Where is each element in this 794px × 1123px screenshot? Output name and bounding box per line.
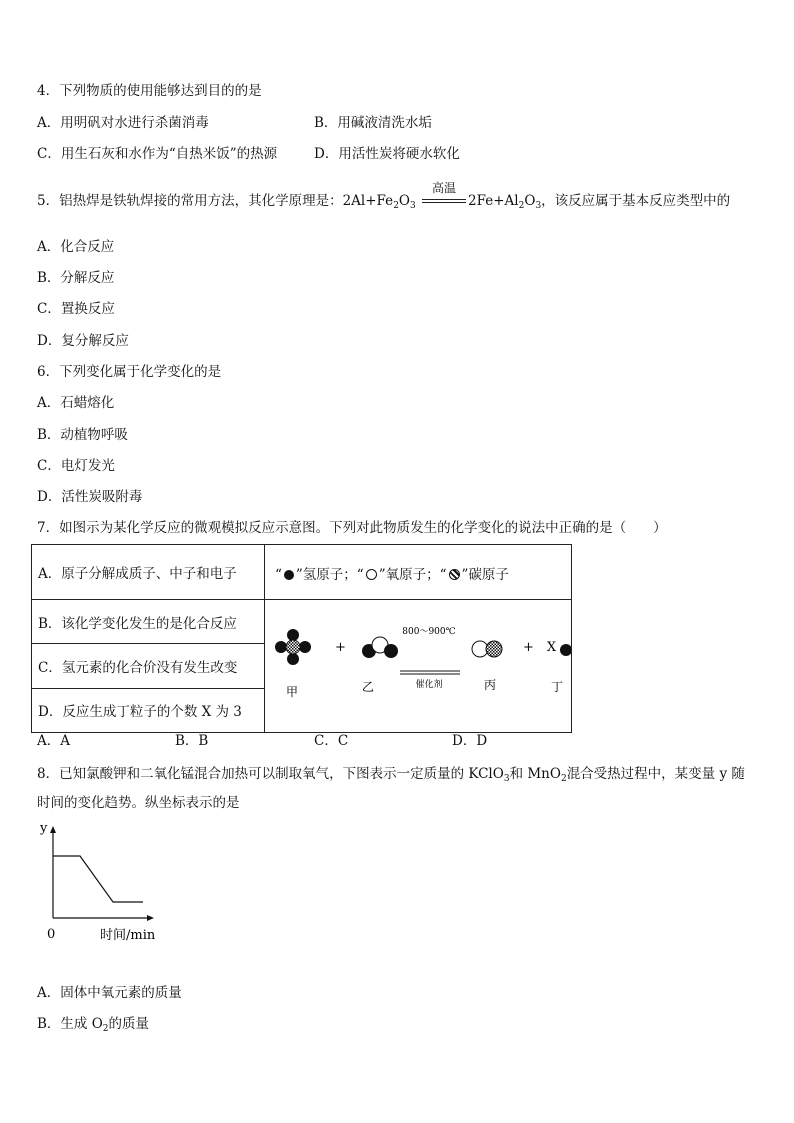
q5-option-a: A．化合反应 <box>37 239 115 255</box>
q8-option-a: A．固体中氧元素的质量 <box>37 985 182 1001</box>
legend-oxygen: ”氧原子；“ <box>378 567 447 583</box>
diagram-condition-top: 800～900℃ <box>402 627 456 637</box>
reaction-condition: 高温 <box>432 181 457 195</box>
q6-option-c: C．电灯发光 <box>37 458 115 474</box>
q4-option-b: B．用碱液清洗水垢 <box>314 115 432 131</box>
q5-option-b: B．分解反应 <box>37 270 115 286</box>
q5-product-mid: O <box>524 193 536 209</box>
q6-option-b: B．动植物呼吸 <box>37 427 128 443</box>
q5-stem-pre: 5．铝热焊是铁轨焊接的常用方法，其化学原理是：2Al+Fe <box>37 193 394 209</box>
q8-stem-mid: 和 MnO <box>509 766 561 782</box>
plus-sign-1: + <box>335 640 346 655</box>
diagram-condition-bottom: 催化剂 <box>415 680 443 690</box>
q7-answer-b: B．B <box>175 733 209 749</box>
q8-graph <box>30 818 170 948</box>
q7-answer-a: A．A <box>37 733 70 749</box>
q7-answer-d: D．D <box>452 733 488 749</box>
hydrogen-atom-icon <box>284 570 294 580</box>
label-ding: 丁 <box>551 680 564 694</box>
q4-stem: 4．下列物质的使用能够达到目的的是 <box>37 83 262 99</box>
q5-sub-a: 2 <box>393 201 399 211</box>
x-axis-arrow-icon <box>147 915 154 921</box>
q5-mid-a: O <box>398 193 410 209</box>
molecule-ding <box>560 644 571 656</box>
q5-sub-b: 3 <box>410 201 416 211</box>
q8-stem-pre: 8．已知氯酸钾和二氧化锰混合加热可以制取氧气，下图表示一定质量的 KClO <box>37 766 504 782</box>
q5-stem <box>37 181 731 211</box>
atom-legend <box>275 563 509 583</box>
label-bing: 丙 <box>484 678 497 692</box>
q8-stem-post: 混合受热过程中，某变量 y 随 <box>566 766 745 782</box>
graph-y-label: y <box>40 821 48 836</box>
q4-option-c: C．用生石灰和水作为“自热米饭”的热源 <box>37 146 278 162</box>
molecule-jia <box>275 629 311 665</box>
q5-sub-d: 3 <box>535 201 542 211</box>
molecule-yi <box>362 637 398 658</box>
reaction-diagram <box>265 600 571 728</box>
q8-option-b-sub: 2 <box>102 1024 109 1034</box>
q8-stem-line2: 时间的变化趋势。纵坐标表示的是 <box>37 795 240 811</box>
legend-quote: “ <box>275 567 282 583</box>
label-jia: 甲 <box>286 685 299 699</box>
carbon-atom-icon <box>449 569 460 580</box>
legend-hydrogen: ”氢原子；“ <box>295 567 364 583</box>
q7-row-c: C．氢元素的化合价没有发生改变 <box>32 644 265 688</box>
q8-sub-1: 3 <box>503 774 510 784</box>
label-yi: 乙 <box>362 680 375 694</box>
y-axis-arrow-icon <box>50 826 56 833</box>
graph-x-label: 时间/min <box>100 928 156 943</box>
q7-row-a: A．原子分解成质子、中子和电子 <box>32 545 265 600</box>
q8-option-b-pre: B．生成 O <box>37 1016 103 1032</box>
q7-row-d: D．反应生成丁粒子的个数 X 为 3 <box>32 688 265 732</box>
q4-option-d: D．用活性炭将硬水软化 <box>314 146 460 162</box>
q5-product-pre: 2Fe+Al <box>468 193 519 209</box>
reaction-condition-arrow <box>422 181 466 211</box>
molecule-bing <box>472 641 502 657</box>
q7-row-b: B．该化学变化发生的是化合反应 <box>32 600 265 644</box>
q5-sub-c: 2 <box>518 201 525 211</box>
q4-option-a: A．用明矾对水进行杀菌消毒 <box>37 115 209 131</box>
q5-option-d: D．复分解反应 <box>37 333 129 349</box>
q7-diagram-cell <box>265 600 572 733</box>
q5-stem-post: ，该反应属于基本反应类型中的 <box>541 193 731 209</box>
q7-legend-cell <box>265 545 572 600</box>
q6-option-a: A．石蜡熔化 <box>37 395 115 411</box>
plus-sign-2: + X <box>523 640 557 655</box>
q8-stem-line1 <box>37 764 745 784</box>
graph-curve <box>53 856 143 902</box>
q8-sub-2: 2 <box>560 774 567 784</box>
q8-option-b-post: 的质量 <box>108 1016 150 1032</box>
q6-option-d: D．活性炭吸附毒 <box>37 489 143 505</box>
q7-table <box>31 544 572 733</box>
q5-option-c: C．置换反应 <box>37 301 115 317</box>
q7-stem: 7．如图示为某化学反应的微观模拟反应示意图。下列对此物质发生的化学变化的说法中正确的是（ ） <box>37 520 667 536</box>
oxygen-atom-icon <box>366 569 377 580</box>
graph-origin: 0 <box>47 927 56 942</box>
q7-answer-c: C．C <box>314 733 349 749</box>
legend-carbon: ”碳原子 <box>461 567 509 583</box>
q8-option-b <box>37 1014 149 1034</box>
q6-stem: 6．下列变化属于化学变化的是 <box>37 364 222 380</box>
